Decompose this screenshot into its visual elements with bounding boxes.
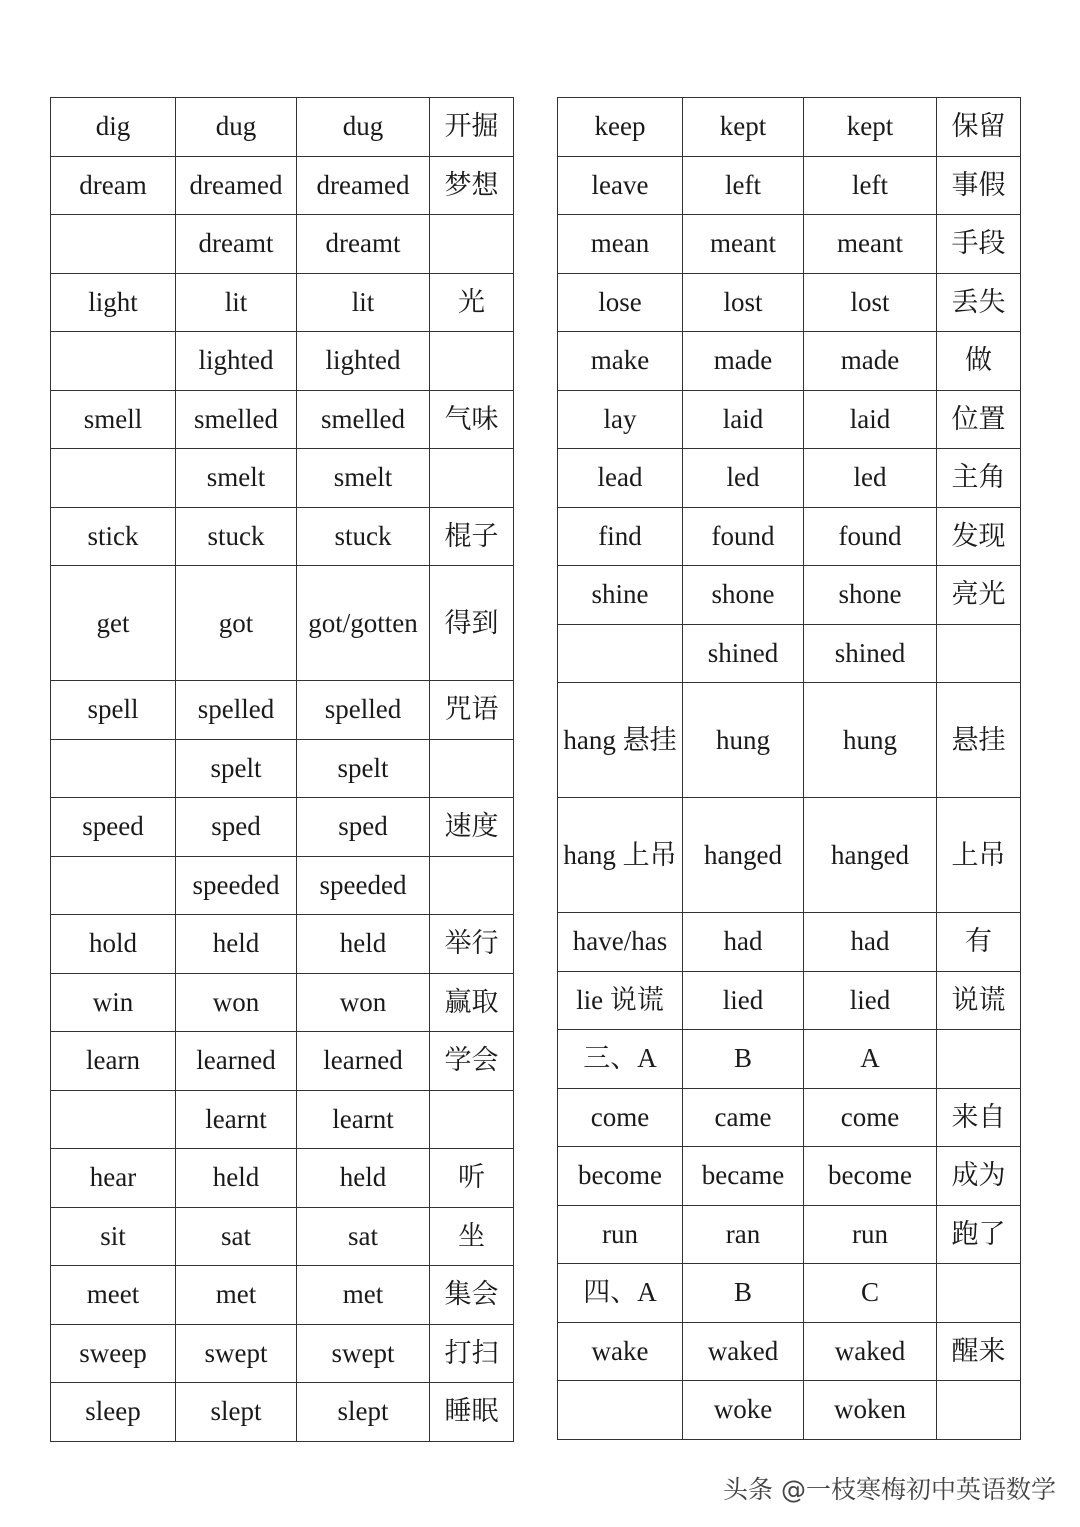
table-cell xyxy=(430,739,514,798)
table-cell: lost xyxy=(804,273,937,332)
table-cell: 保留 xyxy=(937,98,1021,157)
table-row xyxy=(558,507,1021,566)
table-row xyxy=(51,1149,514,1208)
table-cell: shined xyxy=(683,624,804,683)
table-cell: shone xyxy=(804,566,937,625)
table-cell: 梦想 xyxy=(430,156,514,215)
table-row xyxy=(558,98,1021,157)
table-row xyxy=(558,1381,1021,1440)
table-cell: met xyxy=(176,1266,297,1325)
table-cell: 学会 xyxy=(430,1032,514,1091)
table-cell xyxy=(51,215,176,274)
table-row xyxy=(51,1383,514,1442)
table-cell: spelt xyxy=(176,739,297,798)
table-cell: meant xyxy=(683,215,804,274)
table-row xyxy=(558,390,1021,449)
table-cell: came xyxy=(683,1088,804,1147)
table-cell: shine xyxy=(558,566,683,625)
table-row xyxy=(558,332,1021,391)
table-cell: waked xyxy=(804,1322,937,1381)
table-cell: sped xyxy=(297,798,430,857)
table-cell xyxy=(51,856,176,915)
table-cell: become xyxy=(558,1147,683,1206)
table-cell: led xyxy=(804,449,937,508)
table-cell: kept xyxy=(804,98,937,157)
table-cell: kept xyxy=(683,98,804,157)
table-row xyxy=(558,156,1021,215)
table-cell: 听 xyxy=(430,1149,514,1208)
table-row xyxy=(558,449,1021,508)
table-cell: lit xyxy=(297,273,430,332)
table-cell: 成为 xyxy=(937,1147,1021,1206)
table-cell: waked xyxy=(683,1322,804,1381)
table-cell: leave xyxy=(558,156,683,215)
table-cell: dig xyxy=(51,98,176,157)
table-cell: lose xyxy=(558,273,683,332)
table-cell xyxy=(51,739,176,798)
table-cell: had xyxy=(804,913,937,972)
table-row xyxy=(51,1207,514,1266)
table-row xyxy=(51,507,514,566)
table-cell: met xyxy=(297,1266,430,1325)
table-cell: left xyxy=(683,156,804,215)
table-row xyxy=(51,1266,514,1325)
table-cell: hang 上吊 xyxy=(558,798,683,913)
table-cell: swept xyxy=(297,1324,430,1383)
table-cell: dreamed xyxy=(297,156,430,215)
table-cell: win xyxy=(51,973,176,1032)
table-cell: 速度 xyxy=(430,798,514,857)
table-cell: slept xyxy=(297,1383,430,1442)
table-cell: 位置 xyxy=(937,390,1021,449)
table-cell: 气味 xyxy=(430,390,514,449)
table-cell: mean xyxy=(558,215,683,274)
table-cell: won xyxy=(176,973,297,1032)
table-cell: get xyxy=(51,566,176,681)
table-cell: come xyxy=(804,1088,937,1147)
table-cell: learnt xyxy=(176,1090,297,1149)
table-cell: 四、A xyxy=(558,1264,683,1323)
table-cell: find xyxy=(558,507,683,566)
table-row xyxy=(51,566,514,681)
table-cell: left xyxy=(804,156,937,215)
table-cell: spelled xyxy=(176,681,297,740)
table-cell: lighted xyxy=(176,332,297,391)
table-cell: hung xyxy=(804,683,937,798)
table-cell: learned xyxy=(297,1032,430,1091)
table-cell: meet xyxy=(51,1266,176,1325)
table-cell: hold xyxy=(51,915,176,974)
table-cell: spelt xyxy=(297,739,430,798)
table-cell: dream xyxy=(51,156,176,215)
table-cell: 悬挂 xyxy=(937,683,1021,798)
table-cell xyxy=(937,1264,1021,1323)
table-cell: A xyxy=(804,1030,937,1089)
table-cell: 棍子 xyxy=(430,507,514,566)
table-cell: won xyxy=(297,973,430,1032)
table-row xyxy=(51,215,514,274)
table-cell: lighted xyxy=(297,332,430,391)
table-cell: lit xyxy=(176,273,297,332)
table-cell: 说谎 xyxy=(937,971,1021,1030)
table-cell: 光 xyxy=(430,273,514,332)
table-cell: 打扫 xyxy=(430,1324,514,1383)
table-cell: laid xyxy=(683,390,804,449)
table-cell: 手段 xyxy=(937,215,1021,274)
table-row xyxy=(558,273,1021,332)
table-cell: sleep xyxy=(51,1383,176,1442)
watermark: 头条 @一枝寒梅初中英语数学 xyxy=(723,1475,1056,1504)
table-cell: held xyxy=(176,915,297,974)
table-cell xyxy=(937,624,1021,683)
table-cell: lost xyxy=(683,273,804,332)
table-cell: C xyxy=(804,1264,937,1323)
table-row xyxy=(51,1090,514,1149)
table-cell: lay xyxy=(558,390,683,449)
table-cell: found xyxy=(804,507,937,566)
table-cell: smelt xyxy=(176,449,297,508)
table-row xyxy=(51,973,514,1032)
table-cell: 亮光 xyxy=(937,566,1021,625)
table-cell: 丢失 xyxy=(937,273,1021,332)
table-row xyxy=(51,98,514,157)
table-cell: stuck xyxy=(176,507,297,566)
table-row xyxy=(51,156,514,215)
table-row xyxy=(51,449,514,508)
table-cell: 做 xyxy=(937,332,1021,391)
table-cell: hanged xyxy=(804,798,937,913)
table-cell: 咒语 xyxy=(430,681,514,740)
table-row xyxy=(51,273,514,332)
table-cell xyxy=(430,1090,514,1149)
table-cell: dug xyxy=(297,98,430,157)
table-cell: held xyxy=(297,1149,430,1208)
table-cell xyxy=(430,856,514,915)
table-cell: speed xyxy=(51,798,176,857)
table-cell: spell xyxy=(51,681,176,740)
table-cell: come xyxy=(558,1088,683,1147)
table-cell: 发现 xyxy=(937,507,1021,566)
table-row xyxy=(558,1264,1021,1323)
table-cell: held xyxy=(176,1149,297,1208)
table-cell xyxy=(558,624,683,683)
table-row xyxy=(51,798,514,857)
table-cell: light xyxy=(51,273,176,332)
table-cell: lie 说谎 xyxy=(558,971,683,1030)
table-cell: sat xyxy=(176,1207,297,1266)
table-cell: meant xyxy=(804,215,937,274)
table-cell xyxy=(558,1381,683,1440)
table-cell xyxy=(51,1090,176,1149)
table-row xyxy=(51,915,514,974)
table-cell: 开掘 xyxy=(430,98,514,157)
table-cell: sat xyxy=(297,1207,430,1266)
table-cell: dug xyxy=(176,98,297,157)
table-cell: 赢取 xyxy=(430,973,514,1032)
table-cell: dreamt xyxy=(176,215,297,274)
table-row xyxy=(558,1147,1021,1206)
table-cell: 坐 xyxy=(430,1207,514,1266)
table-cell: held xyxy=(297,915,430,974)
table-cell: 醒来 xyxy=(937,1322,1021,1381)
table-cell: dreamed xyxy=(176,156,297,215)
table-cell: had xyxy=(683,913,804,972)
table-cell: shone xyxy=(683,566,804,625)
verb-table-right xyxy=(557,97,1021,1440)
table-cell: dreamt xyxy=(297,215,430,274)
table-cell: have/has xyxy=(558,913,683,972)
table-cell: 有 xyxy=(937,913,1021,972)
table-cell: sit xyxy=(51,1207,176,1266)
table-cell: 主角 xyxy=(937,449,1021,508)
table-cell: learned xyxy=(176,1032,297,1091)
table-cell xyxy=(51,332,176,391)
table-row xyxy=(51,681,514,740)
table-row xyxy=(558,971,1021,1030)
table-cell: wake xyxy=(558,1322,683,1381)
table-row xyxy=(558,1088,1021,1147)
table-cell: stick xyxy=(51,507,176,566)
table-cell: shined xyxy=(804,624,937,683)
table-cell: woke xyxy=(683,1381,804,1440)
table-cell: smelled xyxy=(297,390,430,449)
table-cell: hanged xyxy=(683,798,804,913)
table-row xyxy=(51,739,514,798)
table-cell: 集会 xyxy=(430,1266,514,1325)
table-cell xyxy=(937,1030,1021,1089)
table-row xyxy=(558,1322,1021,1381)
table-row xyxy=(558,1205,1021,1264)
table-cell: smell xyxy=(51,390,176,449)
table-row xyxy=(558,683,1021,798)
table-cell: 三、A xyxy=(558,1030,683,1089)
table-cell: hear xyxy=(51,1149,176,1208)
table-cell: swept xyxy=(176,1324,297,1383)
table-cell: stuck xyxy=(297,507,430,566)
table-cell: B xyxy=(683,1030,804,1089)
table-cell: B xyxy=(683,1264,804,1323)
table-row xyxy=(51,332,514,391)
table-cell: make xyxy=(558,332,683,391)
table-cell xyxy=(937,1381,1021,1440)
table-cell: laid xyxy=(804,390,937,449)
table-cell: run xyxy=(558,1205,683,1264)
table-cell: keep xyxy=(558,98,683,157)
table-row xyxy=(558,215,1021,274)
table-cell: woken xyxy=(804,1381,937,1440)
table-cell: ran xyxy=(683,1205,804,1264)
table-cell: got xyxy=(176,566,297,681)
table-row xyxy=(558,798,1021,913)
table-cell: slept xyxy=(176,1383,297,1442)
table-cell xyxy=(430,332,514,391)
table-cell: 举行 xyxy=(430,915,514,974)
table-row xyxy=(558,1030,1021,1089)
table-cell: lied xyxy=(804,971,937,1030)
table-row xyxy=(51,1032,514,1091)
table-cell: learnt xyxy=(297,1090,430,1149)
table-cell: found xyxy=(683,507,804,566)
table-cell: 睡眠 xyxy=(430,1383,514,1442)
table-cell: spelled xyxy=(297,681,430,740)
table-cell: 事假 xyxy=(937,156,1021,215)
table-cell: hang 悬挂 xyxy=(558,683,683,798)
table-cell: learn xyxy=(51,1032,176,1091)
table-cell: become xyxy=(804,1147,937,1206)
table-row xyxy=(558,913,1021,972)
table-cell xyxy=(430,449,514,508)
table-cell: sped xyxy=(176,798,297,857)
table-cell: 上吊 xyxy=(937,798,1021,913)
table-cell: speeded xyxy=(297,856,430,915)
table-cell: got/gotten xyxy=(297,566,430,681)
table-row xyxy=(558,624,1021,683)
table-cell: 得到 xyxy=(430,566,514,681)
table-cell: lead xyxy=(558,449,683,508)
table-cell: smelt xyxy=(297,449,430,508)
table-cell xyxy=(51,449,176,508)
table-cell: 来自 xyxy=(937,1088,1021,1147)
table-row xyxy=(51,1324,514,1383)
table-cell xyxy=(430,215,514,274)
verb-table-left xyxy=(50,97,514,1442)
table-cell: made xyxy=(683,332,804,391)
table-cell: lied xyxy=(683,971,804,1030)
table-cell: hung xyxy=(683,683,804,798)
table-cell: 跑了 xyxy=(937,1205,1021,1264)
table-cell: made xyxy=(804,332,937,391)
table-cell: became xyxy=(683,1147,804,1206)
table-cell: run xyxy=(804,1205,937,1264)
table-row xyxy=(558,566,1021,625)
table-cell: speeded xyxy=(176,856,297,915)
table-cell: smelled xyxy=(176,390,297,449)
table-row xyxy=(51,390,514,449)
table-cell: sweep xyxy=(51,1324,176,1383)
table-cell: led xyxy=(683,449,804,508)
table-row xyxy=(51,856,514,915)
